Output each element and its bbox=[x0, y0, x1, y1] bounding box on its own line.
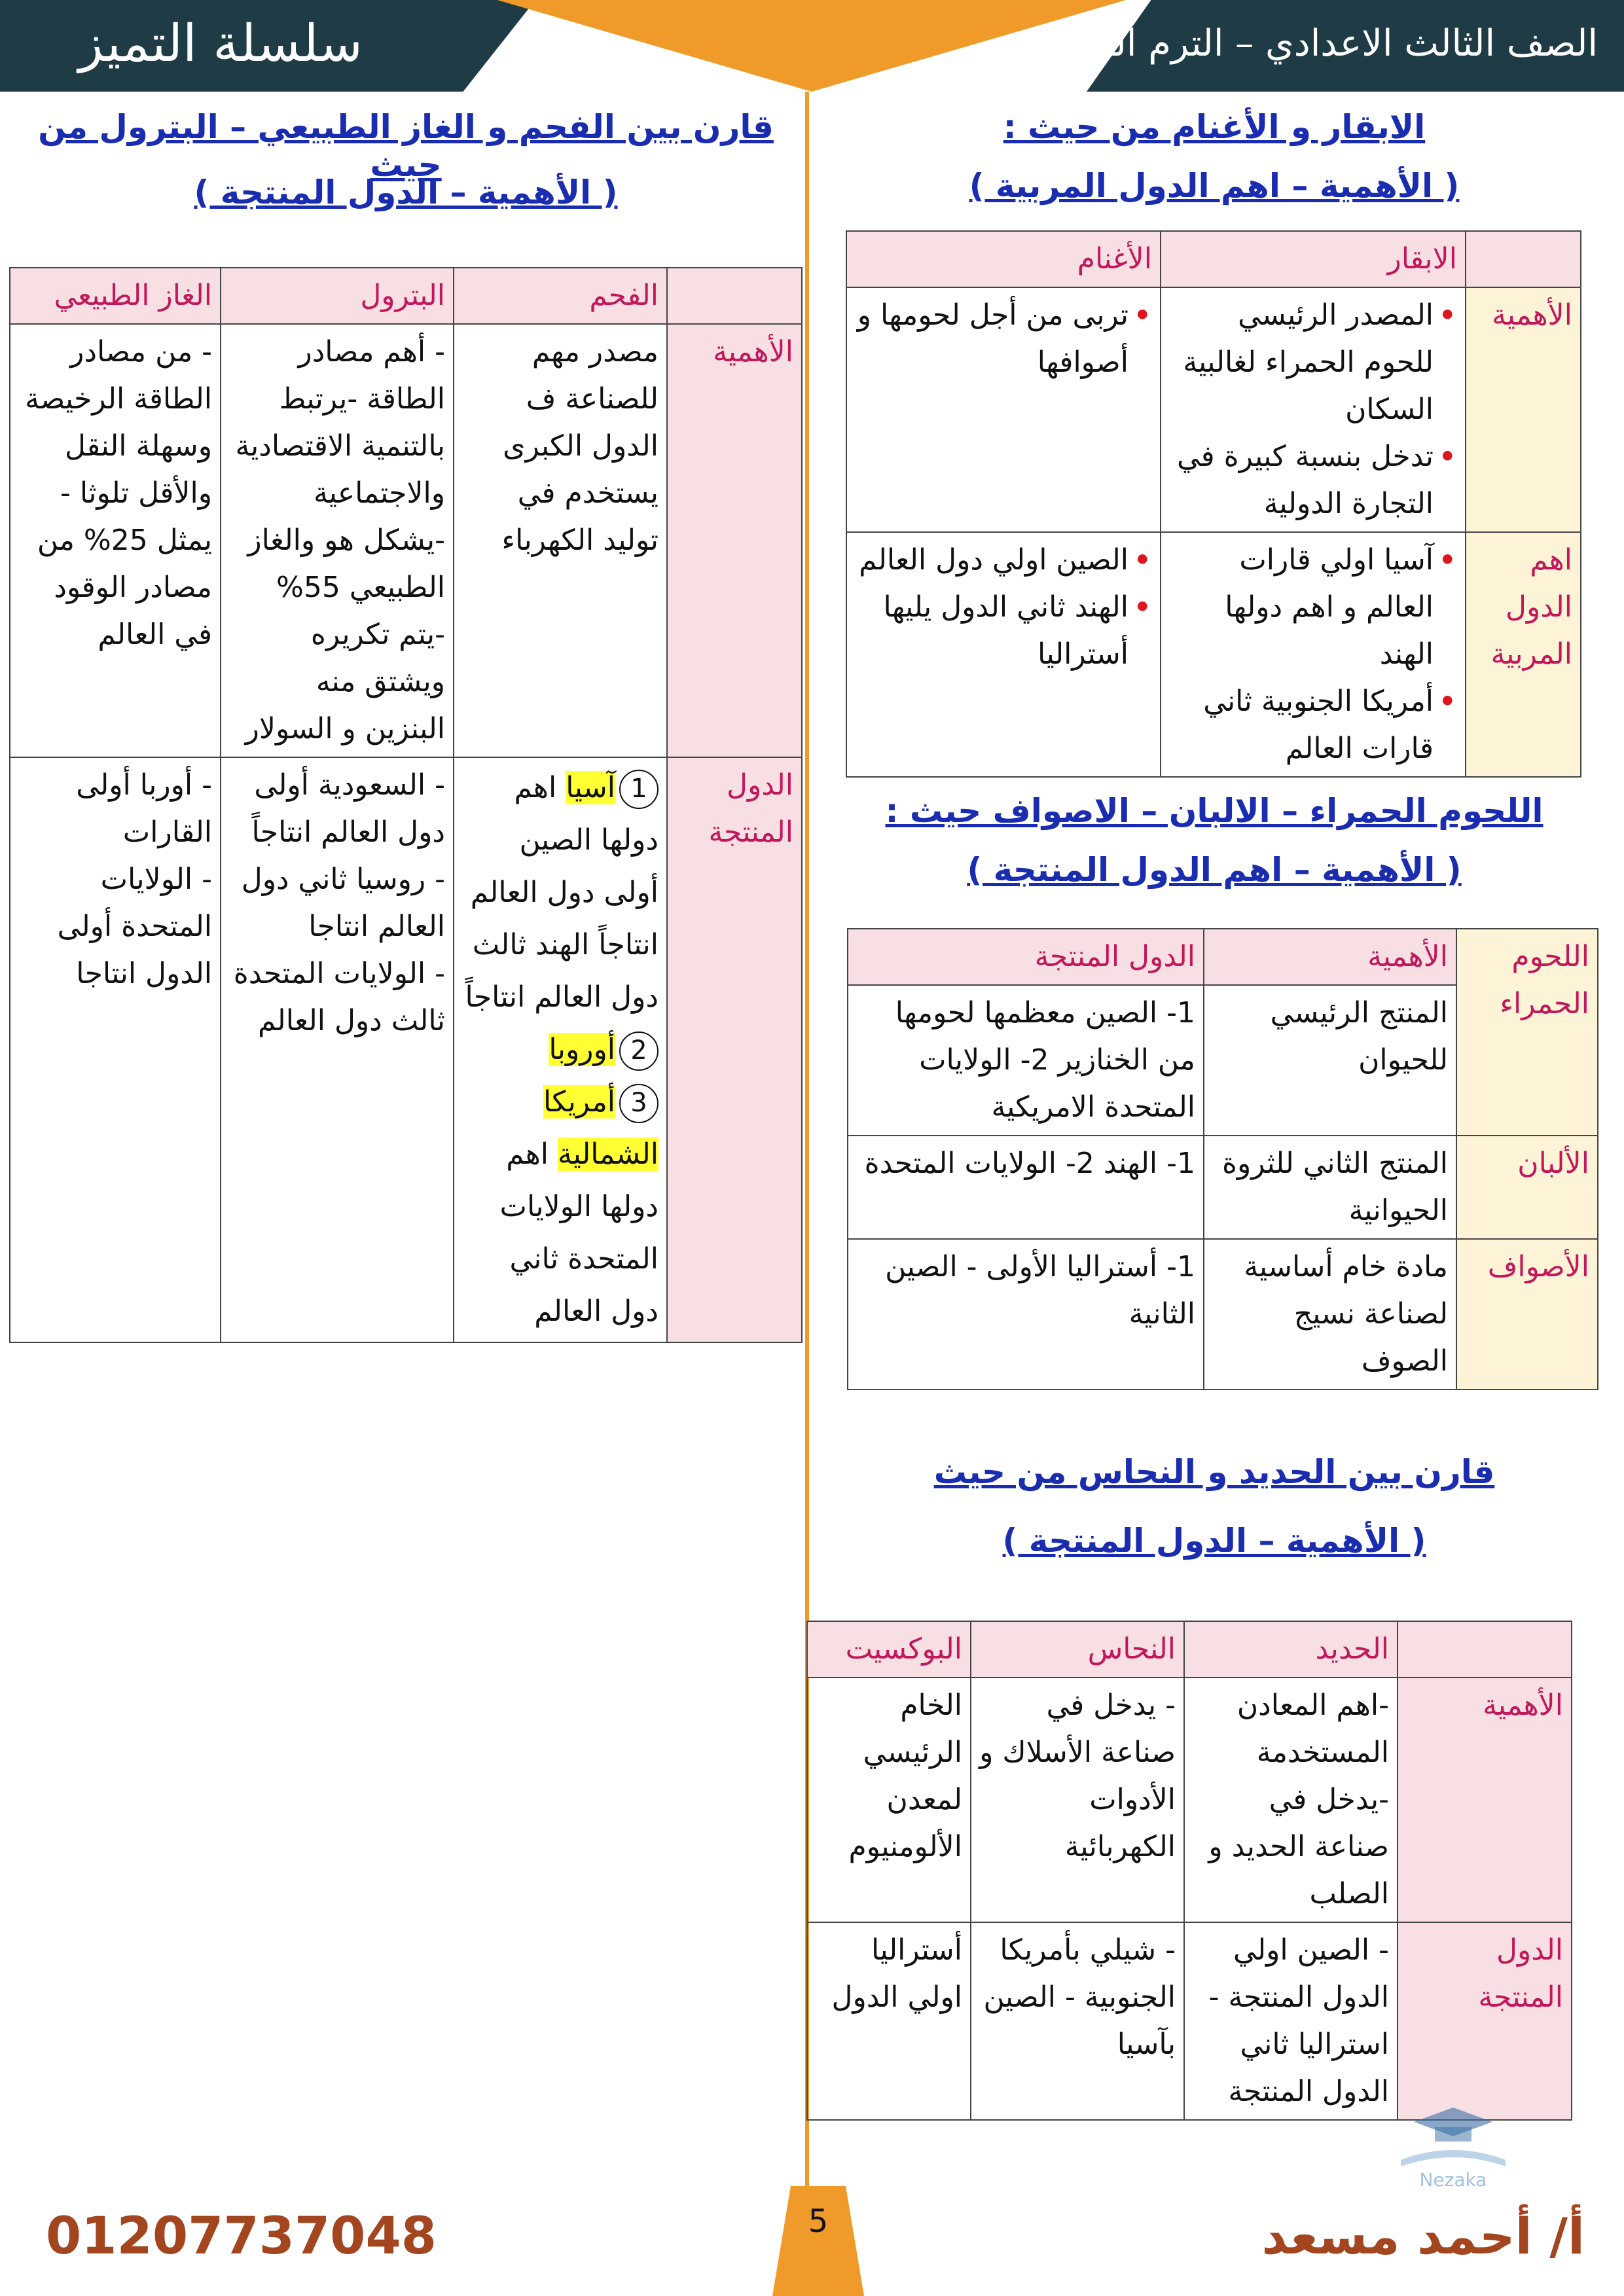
number-badge: 3 bbox=[619, 1084, 659, 1123]
bauxite-importance-cell: الخام الرئيسي لمعدن الألومنيوم bbox=[807, 1677, 971, 1922]
cows-importance-cell bbox=[1161, 287, 1466, 532]
list-item: - روسيا ثاني دول العالم انتاجا bbox=[241, 863, 445, 943]
row-label-countries: الدول المنتجة bbox=[667, 757, 802, 1342]
wool-countries-cell: 1- أستراليا الأولى - الصين الثانية bbox=[848, 1239, 1204, 1390]
table-row bbox=[846, 287, 1581, 532]
label-red-meat: اللحوم الحمراء bbox=[1456, 929, 1598, 1136]
energy-heading: قارن بين الفحم و الغاز الطبيعي – البترول من حيث bbox=[38, 108, 774, 184]
svg-text:Nezaka: Nezaka bbox=[1419, 2169, 1487, 2191]
metals-subheading: ( الأهمية – الدول المنتجة ) bbox=[1002, 1522, 1426, 1560]
milk-countries-cell: 1- الهند 2- الولايات المتحدة bbox=[848, 1136, 1204, 1239]
table-row bbox=[848, 1136, 1598, 1239]
list-item: • تدخل بنسبة كبيرة في التجارة الدولية bbox=[1169, 433, 1457, 528]
bauxite-countries-cell: أستراليا اولي الدول bbox=[807, 1922, 971, 2120]
page-number: 5 bbox=[808, 2203, 829, 2240]
list-item: • أمريكا الجنوبية ثاني قارات العالم bbox=[1169, 678, 1457, 772]
corner-cell bbox=[1398, 1621, 1572, 1677]
label-milk: الألبان bbox=[1456, 1136, 1598, 1239]
milk-importance-cell: المنتج الثاني للثروة الحيوانية bbox=[1204, 1136, 1456, 1239]
cattle-table bbox=[846, 230, 1581, 778]
list-item: • الهند ثاني الدول يليها أستراليا bbox=[855, 584, 1152, 678]
sheep-importance-cell bbox=[846, 287, 1161, 532]
continent-details: اهم دولها الصين أولى دول العالم انتاجاً الهند ثالث دول العالم انتاجاً bbox=[465, 771, 659, 1014]
coal-importance-cell: مصدر مهم للصناعة ف الدول الكبرى يستخدم في توليد الكهرباء bbox=[454, 324, 667, 757]
col-gas: الغاز الطبيعي bbox=[10, 268, 221, 324]
col-bauxite: البوكسيت bbox=[807, 1621, 971, 1677]
page-header bbox=[0, 0, 1624, 92]
list-item: - الولايات المتحدة ثالث دول العالم bbox=[233, 957, 445, 1037]
energy-subheading: ( الأهمية – الدول المنتجة ) bbox=[194, 173, 618, 211]
table-row bbox=[848, 1239, 1598, 1390]
metals-table bbox=[806, 1621, 1572, 2121]
table-row bbox=[846, 532, 1581, 777]
meat-importance-cell: المنتج الرئيسي للحيوان bbox=[1204, 985, 1456, 1136]
continent-details: اهم دولها الولايات المتحدة ثاني دول العالم bbox=[499, 1138, 659, 1328]
number-badge: 1 bbox=[619, 770, 659, 809]
number-badge: 2 bbox=[619, 1031, 659, 1071]
table-row bbox=[807, 1677, 1572, 1922]
header-center-triangle bbox=[497, 0, 1126, 92]
grade-term: الصف الثالث الاعدادي – الترم الثاني bbox=[1052, 22, 1598, 65]
table-row bbox=[10, 757, 802, 1342]
meat-countries-cell: 1- الصين معظمها لحومها من الخنازير 2- الولايات المتحدة الامريكية bbox=[848, 985, 1204, 1136]
corner-cell bbox=[1466, 231, 1581, 287]
cattle-heading: الابقار و الأغنام من حيث : bbox=[1003, 108, 1426, 146]
list-item: - أوربا أولى القارات bbox=[76, 768, 212, 849]
list-item: - الولايات المتحدة أولى الدول انتاجا bbox=[57, 863, 212, 990]
col-sheep: الأغنام bbox=[846, 231, 1161, 287]
iron-countries-cell: - الصين اولي الدول المنتجة - استراليا ثاني الدول المنتجة bbox=[1184, 1922, 1398, 2120]
row-label-importance: الأهمية bbox=[1466, 287, 1581, 532]
corner-cell bbox=[667, 268, 802, 324]
col-countries: الدول المنتجة bbox=[848, 929, 1204, 985]
metals-heading: قارن بين الحديد و النحاس من حيث bbox=[933, 1453, 1495, 1491]
row-label-countries: الدول المنتجة bbox=[1398, 1922, 1572, 2120]
table-row bbox=[807, 1922, 1572, 2120]
table-header-row bbox=[807, 1621, 1572, 1677]
col-importance: الأهمية bbox=[1204, 929, 1456, 985]
copper-countries-cell: - شيلي بأمريكا الجنوبية - الصين بآسيا bbox=[971, 1922, 1184, 2120]
list-item: • آسيا اولي قارات العالم و اهم دولها الهند bbox=[1169, 537, 1457, 678]
series-title: سلسلة التميز bbox=[79, 14, 363, 73]
gas-countries-cell bbox=[10, 757, 221, 1342]
table-header-row bbox=[10, 268, 802, 324]
continent-name: أمريكا الشمالية bbox=[543, 1085, 659, 1171]
graduation-cap-icon bbox=[1388, 2101, 1519, 2193]
cows-countries-cell bbox=[1161, 532, 1466, 777]
list-item: • تربى من أجل لحومها و أصوافها bbox=[855, 292, 1152, 386]
oil-countries-cell bbox=[221, 757, 454, 1342]
author-name: أ/ أحمد مسعد bbox=[1261, 2207, 1585, 2265]
row-label-importance: الأهمية bbox=[667, 324, 802, 757]
meat-heading: اللحوم الحمراء – الالبان – الاصواف حيث : bbox=[885, 792, 1543, 830]
col-copper: النحاس bbox=[971, 1621, 1184, 1677]
col-oil: البترول bbox=[221, 268, 454, 324]
list-item: • الصين اولي دول العالم bbox=[855, 537, 1152, 584]
wool-importance-cell: مادة خام أساسية لصناعة نسيج الصوف bbox=[1204, 1239, 1456, 1390]
oil-importance-cell: - أهم مصادر الطاقة -يرتبط بالتنمية الاقتصادية والاجتماعية -يشكل هو والغاز الطبيعي 55% -يتم تكريره ويشتق منه البنزين و السولار bbox=[221, 324, 454, 757]
table-header-row bbox=[848, 929, 1598, 985]
col-coal: الفحم bbox=[454, 268, 667, 324]
col-cows: الابقار bbox=[1161, 231, 1466, 287]
phone-number: 01207737048 bbox=[46, 2207, 437, 2266]
list-item: • المصدر الرئيسي للحوم الحمراء لغالبية السكان bbox=[1169, 292, 1457, 433]
list-item: - السعودية أولى دول العالم انتاجاً bbox=[251, 768, 445, 849]
meat-subheading: ( الأهمية – اهم الدول المنتجة ) bbox=[967, 851, 1462, 889]
table-header-row bbox=[846, 231, 1581, 287]
row-label-importance: الأهمية bbox=[1398, 1677, 1572, 1922]
sheep-countries-cell bbox=[846, 532, 1161, 777]
coal-countries-cell bbox=[454, 757, 667, 1342]
meat-table bbox=[847, 928, 1598, 1390]
col-iron: الحديد bbox=[1184, 1621, 1398, 1677]
gas-importance-cell: - من مصادر الطاقة الرخيصة وسهلة النقل والأقل تلوثا - يمثل 25% من مصادر الوقود في العالم bbox=[10, 324, 221, 757]
cattle-subheading: ( الأهمية – اهم الدول المربية ) bbox=[969, 167, 1460, 205]
iron-importance-cell: -اهم المعادن المستخدمة -يدخل في صناعة الحديد و الصلب bbox=[1184, 1677, 1398, 1922]
continent-name: أوروبا bbox=[549, 1033, 615, 1066]
label-wool: الأصواف bbox=[1456, 1239, 1598, 1390]
continent-name: آسيا bbox=[566, 771, 615, 804]
table-row bbox=[10, 324, 802, 757]
nezaka-logo bbox=[1388, 2101, 1519, 2193]
energy-table bbox=[9, 267, 803, 1343]
row-label-countries: اهم الدول المربية bbox=[1466, 532, 1581, 777]
header-left-corner bbox=[424, 0, 535, 92]
copper-importance-cell: - يدخل في صناعة الأسلاك و الأدوات الكهربائية bbox=[971, 1677, 1184, 1922]
